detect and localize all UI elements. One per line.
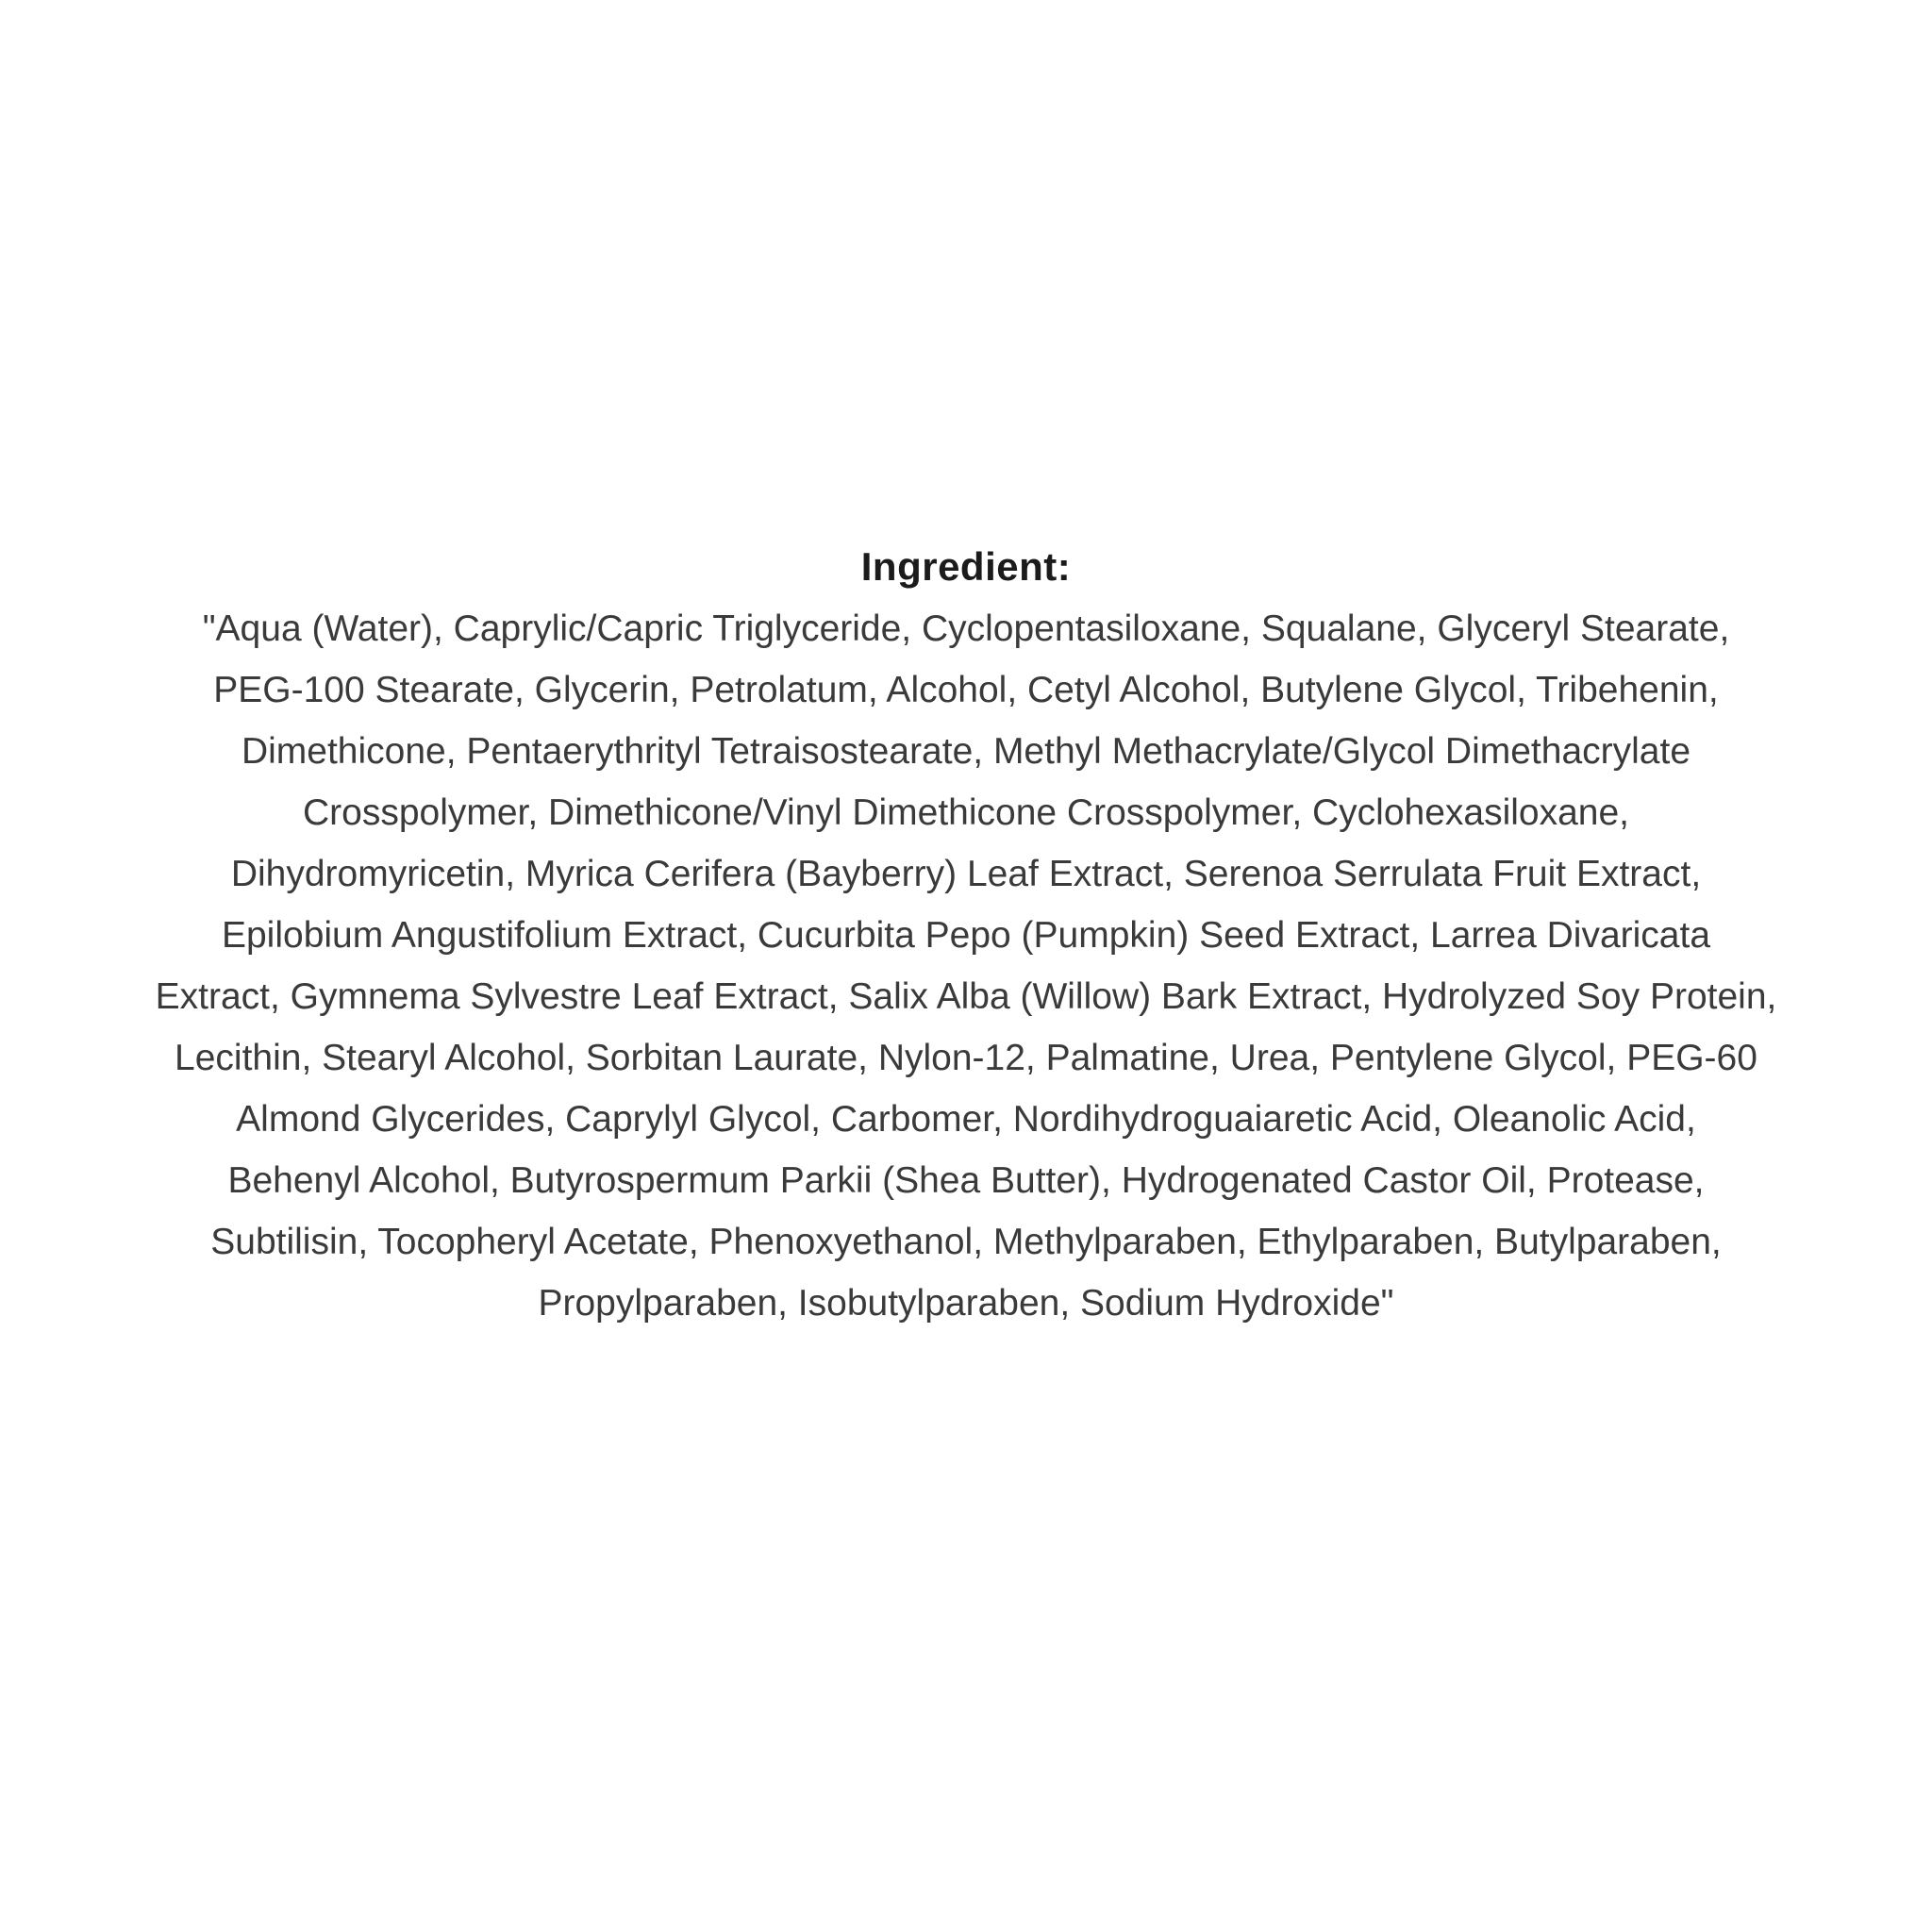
ingredients-text-line: Lecithin, Stearyl Alcohol, Sorbitan Laurate, Nylon-12, Palmatine, Urea, Pentylene Glycol, PEG-60 — [175, 1038, 1757, 1078]
ingredients-text-line: Extract, Gymnema Sylvestre Leaf Extract, Salix Alba (Willow) Bark Extract, Hydrolyzed Soy Protein, — [155, 976, 1777, 1017]
ingredients-text — [0, 598, 1932, 1334]
ingredients-heading: Ingredient: — [860, 544, 1072, 589]
ingredients-text-line: Behenyl Alcohol, Butyrospermum Parkii (Shea Butter), Hydrogenated Castor Oil, Protease, — [227, 1160, 1705, 1201]
ingredients-text-line: Propylparaben, Isobutylparaben, Sodium Hydroxide" — [538, 1283, 1394, 1324]
ingredients-text-line: Subtilisin, Tocopheryl Acetate, Phenoxyethanol, Methylparaben, Ethylparaben, Butylparaben, — [210, 1222, 1722, 1262]
ingredients-text-line: "Aqua (Water), Caprylic/Capric Triglyceride, Cyclopentasiloxane, Squalane, Glyceryl Stearate, — [202, 608, 1730, 649]
ingredients-text-line: Almond Glycerides, Caprylyl Glycol, Carbomer, Nordihydroguaiaretic Acid, Oleanolic Acid, — [236, 1099, 1696, 1140]
ingredients-text-line: Dihydromyricetin, Myrica Cerifera (Bayberry) Leaf Extract, Serenoa Serrulata Fruit Extract, — [230, 854, 1702, 894]
ingredients-text-line: Epilobium Angustifolium Extract, Cucurbita Pepo (Pumpkin) Seed Extract, Larrea Divaricata — [221, 915, 1711, 956]
ingredients-text-line: Crosspolymer, Dimethicone/Vinyl Dimethicone Crosspolymer, Cyclohexasiloxane, — [302, 792, 1630, 833]
ingredients-text-line: PEG-100 Stearate, Glycerin, Petrolatum, Alcohol, Cetyl Alcohol, Butylene Glycol, Tribehenin, — [213, 670, 1719, 710]
ingredients-text-line: Dimethicone, Pentaerythrityl Tetraisostearate, Methyl Methacrylate/Glycol Dimethacrylate — [241, 731, 1691, 772]
